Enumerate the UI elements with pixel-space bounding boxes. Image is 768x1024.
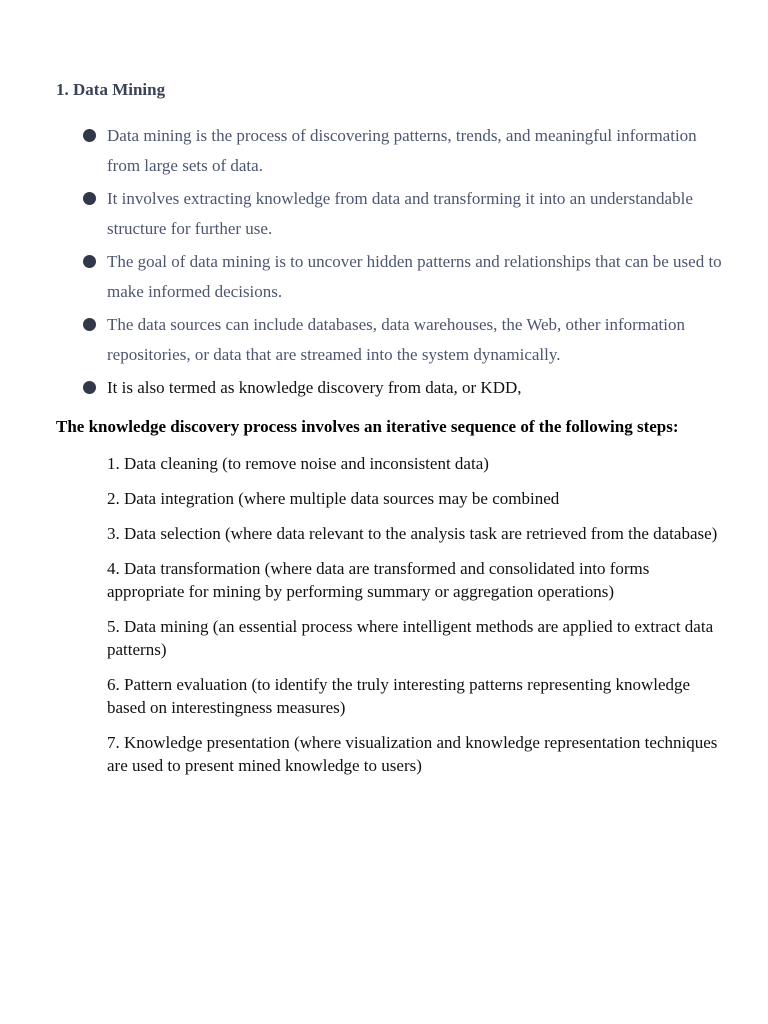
bullet-list: [56, 121, 726, 406]
process-step: 7. Knowledge presentation (where visualization and knowledge representation techniques are used to present mined knowledge to users): [107, 733, 718, 775]
process-step: 2. Data integration (where multiple data sources may be combined: [107, 489, 560, 508]
bullet-text: It is also termed as knowledge discovery from data, or KDD,: [107, 378, 522, 397]
list-item: [56, 121, 726, 181]
bullet-text: The data sources can include databases, data warehouses, the Web, other information repositories, or data that are streamed into the system dynamically.: [107, 315, 685, 364]
list-item: [56, 310, 726, 370]
bullet-dot-icon: [83, 381, 96, 394]
section-heading: 1. Data Mining: [56, 80, 166, 99]
process-step: 1. Data cleaning (to remove noise and inconsistent data): [107, 454, 489, 473]
process-step: 5. Data mining (an essential process where intelligent methods are applied to extract data patterns): [107, 617, 714, 659]
bullet-dot-icon: [83, 255, 96, 268]
process-steps-list: [107, 452, 727, 789]
list-item: [56, 184, 726, 244]
process-step: 4. Data transformation (where data are transformed and consolidated into forms appropriate for mining by performing summary or aggregation operations): [107, 559, 650, 601]
process-step: 6. Pattern evaluation (to identify the truly interesting patterns representing knowledge based on interestingness measures): [107, 675, 691, 717]
bullet-text: It involves extracting knowledge from data and transforming it into an understandable structure for further use.: [107, 189, 693, 238]
bullet-dot-icon: [83, 192, 96, 205]
bullet-dot-icon: [83, 129, 96, 142]
bullet-text: Data mining is the process of discovering patterns, trends, and meaningful information from large sets of data.: [107, 126, 697, 175]
process-heading: The knowledge discovery process involves an iterative sequence of the following steps:: [56, 417, 679, 436]
bullet-text: The goal of data mining is to uncover hidden patterns and relationships that can be used to make informed decisions.: [107, 252, 722, 301]
bullet-dot-icon: [83, 318, 96, 331]
list-item: [56, 247, 726, 307]
process-step: 3. Data selection (where data relevant to the analysis task are retrieved from the database): [107, 524, 718, 543]
list-item: [56, 373, 726, 403]
